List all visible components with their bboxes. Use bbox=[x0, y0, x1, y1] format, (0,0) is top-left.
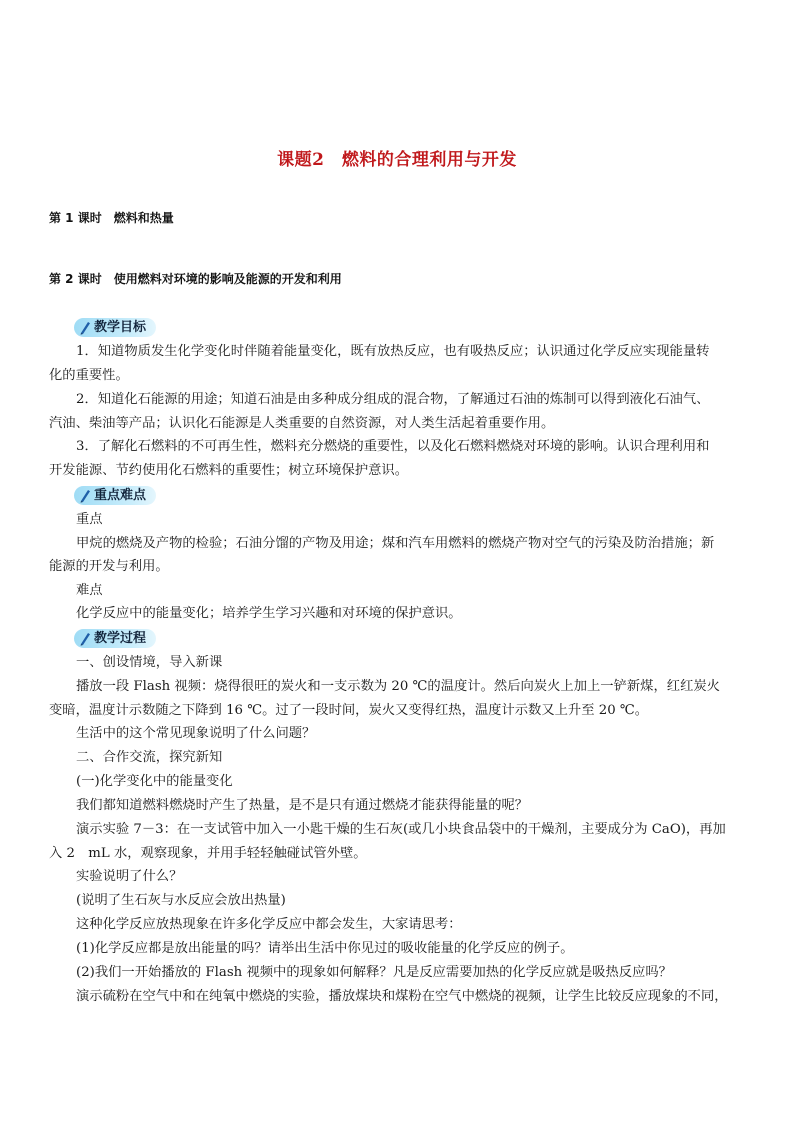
section-tag-goals bbox=[74, 318, 156, 337]
text-line: 生活中的这个常见现象说明了什么问题？ bbox=[76, 726, 316, 741]
text-line: 一、创设情境，导入新课 bbox=[76, 655, 223, 670]
text-line: 3．了解化石燃料的不可再生性，燃料充分燃烧的重要性，以及化石燃料燃烧对环境的影响。认识合理利用和 bbox=[76, 439, 710, 454]
text-line: 1．知道物质发生化学变化时伴随着能量变化，既有放热反应，也有吸热反应；认识通过化学反应实现能量转 bbox=[76, 344, 710, 359]
text-line: 甲烷的燃烧及产物的检验；石油分馏的产物及用途；煤和汽车用燃料的燃烧产物对空气的污染及防治措施；新 bbox=[76, 536, 715, 551]
text-line: 这种化学反应放热现象在许多化学反应中都会发生，大家请思考： bbox=[76, 917, 462, 932]
section-tag-label: 重点难点 bbox=[94, 488, 147, 503]
section-tag-label: 教学过程 bbox=[94, 631, 147, 646]
text-line: 实验说明了什么？ bbox=[76, 869, 183, 884]
text-line: 演示实验 7－3：在一支试管中加入一小匙干燥的生石灰(或几小块食品袋中的干燥剂，主要成分为 CaO)，再加 bbox=[76, 822, 726, 837]
lesson-1-heading: 第 1 课时 燃料和热量 bbox=[49, 211, 174, 225]
text-line: 我们都知道燃料燃烧时产生了热量，是不是只有通过燃烧才能获得能量的呢？ bbox=[76, 798, 529, 813]
text-line: 播放一段 Flash 视频：烧得很旺的炭火和一支示数为 20 ℃的温度计。然后向炭火上加上一铲新煤，红红炭火 bbox=[76, 679, 720, 694]
text-line: 能源的开发与利用。 bbox=[49, 559, 169, 574]
text-line: 2．知道化石能源的用途；知道石油是由多种成分组成的混合物，了解通过石油的炼制可以得到液化石油气、 bbox=[76, 392, 710, 407]
text-line: 开发能源、节约使用化石燃料的重要性；树立环境保护意识。 bbox=[49, 463, 409, 478]
lesson-2-heading: 第 2 课时 使用燃料对环境的影响及能源的开发和利用 bbox=[49, 272, 342, 286]
text-line: 入 2 mL 水，观察现象，并用手轻轻触碰试管外壁。 bbox=[49, 846, 367, 861]
text-line: 汽油、柴油等产品；认识化石能源是人类重要的自然资源，对人类生活起着重要作用。 bbox=[49, 416, 555, 431]
section-tag-process bbox=[74, 629, 156, 648]
text-line: (一)化学变化中的能量变化 bbox=[76, 774, 233, 789]
section-tag-keypoints bbox=[74, 486, 156, 505]
section-tag-label: 教学目标 bbox=[94, 320, 147, 335]
text-line: (说明了生石灰与水反应会放出热量) bbox=[76, 893, 286, 908]
text-line: 演示硫粉在空气中和在纯氧中燃烧的实验，播放煤块和煤粉在空气中燃烧的视频，让学生比较反应现象的不同， bbox=[76, 989, 728, 1004]
pen-icon bbox=[78, 631, 91, 646]
text-line: 化的重要性。 bbox=[49, 368, 129, 383]
text-line: (1)化学反应都是放出能量的吗？请举出生活中你见过的吸收能量的化学反应的例子。 bbox=[76, 941, 574, 956]
pen-icon bbox=[78, 320, 91, 335]
pen-icon bbox=[78, 488, 91, 503]
text-line: 变暗，温度计示数随之下降到 16 ℃。过了一段时间，炭火又变得红热，温度计示数又上升至 20 ℃。 bbox=[49, 703, 649, 718]
text-line: 重点 bbox=[76, 512, 103, 527]
document-title: 课题2 燃料的合理利用与开发 bbox=[277, 150, 517, 170]
text-line: 二、合作交流，探究新知 bbox=[76, 750, 223, 765]
text-line: 难点 bbox=[76, 583, 103, 598]
text-line: 化学反应中的能量变化；培养学生学习兴趣和对环境的保护意识。 bbox=[76, 606, 462, 621]
text-line: (2)我们一开始播放的 Flash 视频中的现象如何解释？凡是反应需要加热的化学反应就是吸热反应吗？ bbox=[76, 965, 672, 980]
